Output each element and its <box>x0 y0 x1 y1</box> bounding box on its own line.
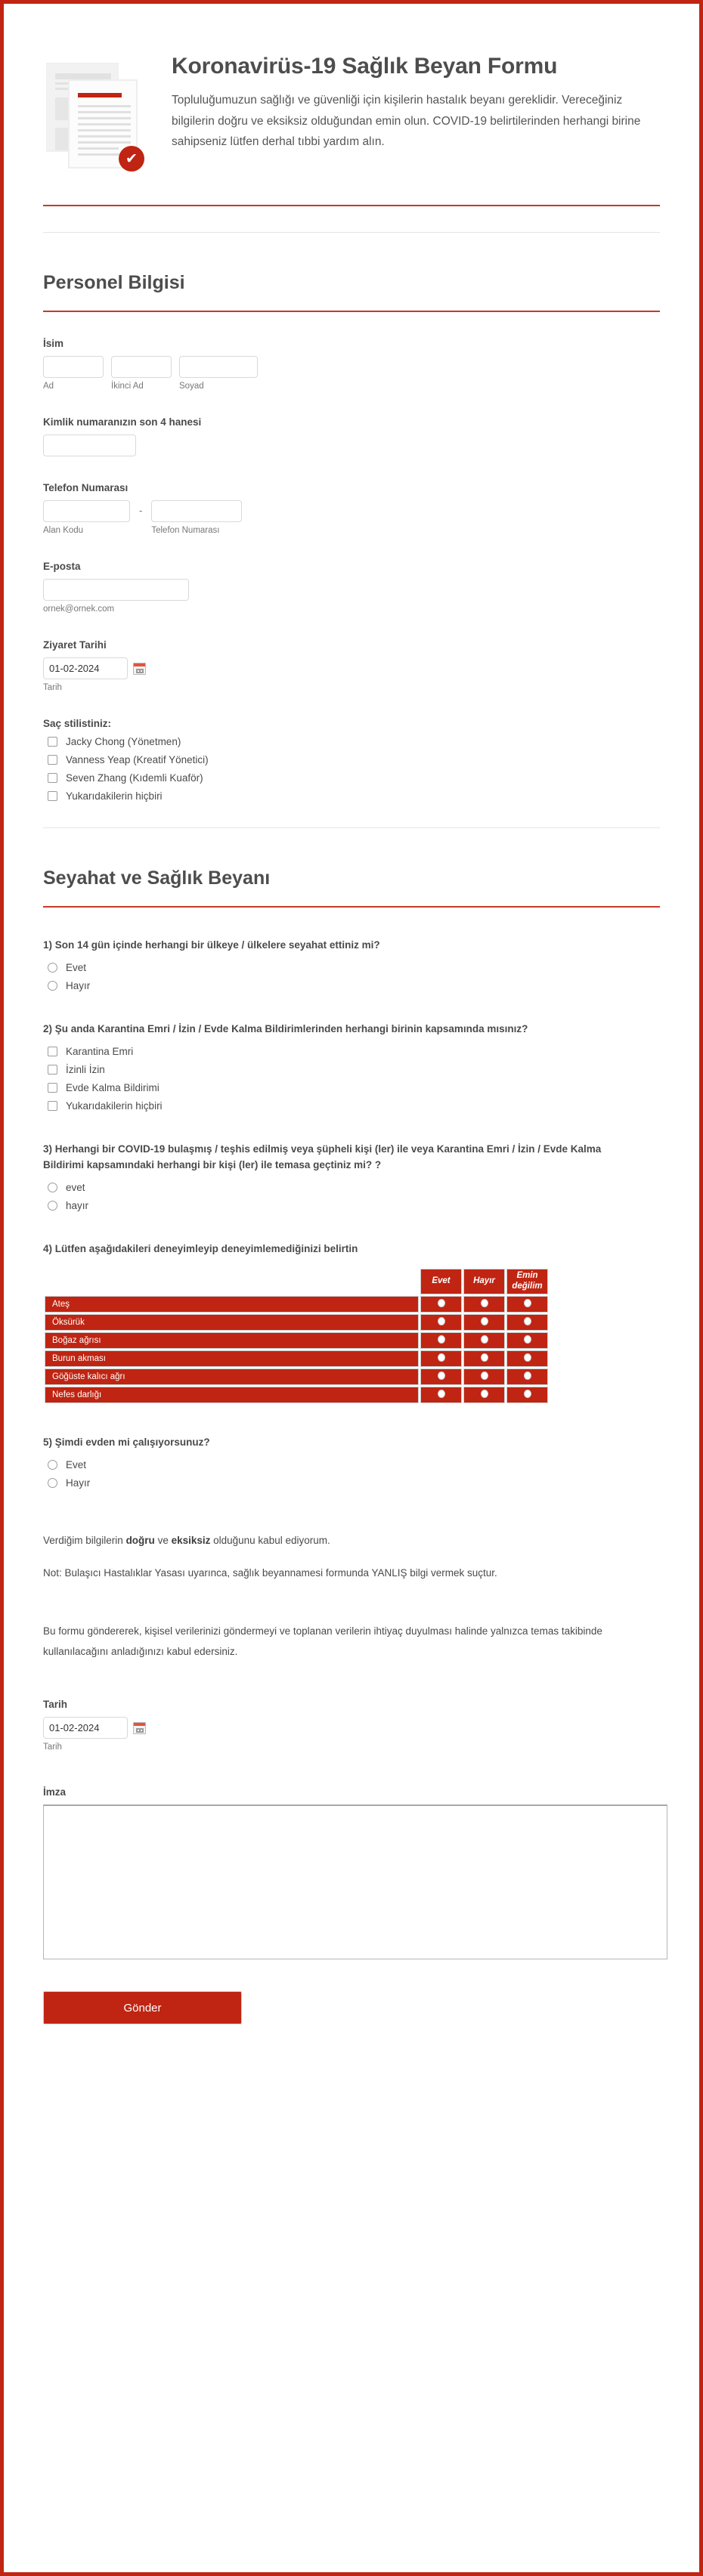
q5-option-0[interactable] <box>48 1459 660 1470</box>
question-3-text: 3) Herhangi bir COVID-19 bulaşmış / teşhis edilmiş veya şüpheli kişi (ler) ile veya Karantina Emri / İzin / Evde Kalma Bildirimi kapsamındaki herhangi bir kişi (ler) ile temasa geçtiniz mi? ? <box>43 1143 602 1170</box>
page-title: Koronavirüs-19 Sağlık Beyan Formu <box>172 54 558 79</box>
matrix-cell-5-1[interactable] <box>463 1387 505 1403</box>
first-name-input[interactable] <box>43 356 104 378</box>
q2-option-3[interactable] <box>48 1100 660 1112</box>
signature-pad[interactable] <box>43 1804 667 1959</box>
table-row <box>45 1314 548 1331</box>
q2-option-2[interactable] <box>48 1082 660 1093</box>
matrix-row-label-1: Öksürük <box>45 1314 419 1331</box>
matrix-row-label-2: Boğaz ağrısı <box>45 1332 419 1349</box>
declaration-accuracy <box>43 1531 640 1551</box>
calendar-icon[interactable] <box>133 663 146 675</box>
stylist-option-label: Vanness Yeap (Kreatif Yönetici) <box>66 754 209 765</box>
q1-option-0[interactable] <box>48 962 660 973</box>
symptom-matrix-table <box>43 1267 550 1405</box>
q2-option-label: Evde Kalma Bildirimi <box>66 1081 159 1093</box>
checkbox-icon[interactable] <box>48 1101 57 1111</box>
declaration-note: Not: Bulaşıcı Hastalıklar Yasası uyarınca, sağlık beyannamesi formunda YANLIŞ bilgi vermek suçtur. <box>43 1567 497 1579</box>
matrix-cell-5-0[interactable] <box>420 1387 462 1403</box>
matrix-cell-3-2[interactable] <box>506 1350 548 1367</box>
field-email <box>43 561 660 614</box>
health-divider <box>43 906 660 908</box>
first-name-sublabel: Ad <box>43 382 54 391</box>
visit-date-label: Ziyaret Tarihi <box>43 639 107 651</box>
id-last4-input[interactable] <box>43 434 136 456</box>
email-sublabel: ornek@ornek.com <box>43 605 115 614</box>
radio-icon[interactable] <box>48 1478 57 1488</box>
table-row <box>45 1296 548 1313</box>
checkbox-icon[interactable] <box>48 737 57 747</box>
matrix-corner-cell <box>45 1269 419 1294</box>
personnel-divider <box>43 311 660 312</box>
stylist-option-2[interactable] <box>48 772 660 784</box>
q3-option-0[interactable] <box>48 1182 660 1193</box>
matrix-cell-2-1[interactable] <box>463 1332 505 1349</box>
matrix-cell-4-0[interactable] <box>420 1368 462 1385</box>
middle-name-input[interactable] <box>111 356 172 378</box>
question-5 <box>43 1435 660 1489</box>
field-id-last4 <box>43 416 660 456</box>
decl-bold-eksiksiz: eksiksiz <box>171 1534 211 1546</box>
q2-option-label: Yukarıdakilerin hiçbiri <box>66 1099 163 1112</box>
q2-option-1[interactable] <box>48 1064 660 1075</box>
checkbox-icon[interactable] <box>48 791 57 801</box>
field-signature <box>43 1786 660 1959</box>
radio-icon[interactable] <box>524 1317 531 1325</box>
question-4-text: 4) Lütfen aşağıdakileri deneyimleyip deneyimlemediğinizi belirtin <box>43 1242 358 1254</box>
checkbox-icon[interactable] <box>48 1047 57 1056</box>
phone-area-code-input[interactable] <box>43 500 130 522</box>
checkbox-icon[interactable] <box>48 773 57 783</box>
q5-option-label: Hayır <box>66 1477 91 1489</box>
radio-icon[interactable] <box>481 1353 488 1362</box>
radio-icon[interactable] <box>48 1201 57 1211</box>
matrix-row-label-4: Göğüste kalıcı ağrı <box>45 1368 419 1385</box>
radio-icon[interactable] <box>481 1317 488 1325</box>
q3-option-label: evet <box>66 1181 85 1193</box>
radio-icon[interactable] <box>48 981 57 991</box>
matrix-cell-2-0[interactable] <box>420 1332 462 1349</box>
email-input[interactable] <box>43 579 189 601</box>
table-row <box>45 1368 548 1385</box>
q1-option-1[interactable] <box>48 980 660 991</box>
matrix-row-label-3: Burun akması <box>45 1350 419 1367</box>
checkbox-icon[interactable] <box>48 1083 57 1093</box>
radio-icon[interactable] <box>438 1335 445 1344</box>
last-name-input[interactable] <box>179 356 258 378</box>
question-2 <box>43 1022 660 1112</box>
q5-option-1[interactable] <box>48 1477 660 1489</box>
radio-icon[interactable] <box>438 1353 445 1362</box>
consent-text: Bu formu göndererek, kişisel verilerinizi göndermeyi ve toplanan verilerin ihtiyaç duyulması halinde yalnızca temas takibinde kullanılacağını anladığınızı kabul edersiniz. <box>43 1625 602 1658</box>
matrix-cell-4-2[interactable] <box>506 1368 548 1385</box>
stylist-label: Saç stilistiniz: <box>43 718 112 729</box>
radio-icon[interactable] <box>48 963 57 973</box>
field-visit-date <box>43 639 660 692</box>
document-check-icon <box>43 61 143 175</box>
q1-option-label: Hayır <box>66 979 91 991</box>
radio-icon[interactable] <box>481 1335 488 1344</box>
field-stylist <box>43 718 660 802</box>
table-row <box>45 1350 548 1367</box>
stylist-option-label: Jacky Chong (Yönetmen) <box>66 736 181 747</box>
stylist-option-3[interactable] <box>48 790 660 802</box>
phone-label: Telefon Numarası <box>43 482 129 493</box>
phone-separator: - <box>139 505 143 516</box>
matrix-cell-3-0[interactable] <box>420 1350 462 1367</box>
footer-date-label: Tarih <box>43 1699 68 1711</box>
name-label: İsim <box>43 338 64 349</box>
matrix-cell-1-1[interactable] <box>463 1314 505 1331</box>
matrix-cell-4-1[interactable] <box>463 1368 505 1385</box>
footer-date-sublabel: Tarih <box>43 1743 62 1752</box>
question-1-text: 1) Son 14 gün içinde herhangi bir ülkeye / ülkelere seyahat ettiniz mi? <box>43 939 380 951</box>
radio-icon[interactable] <box>481 1299 488 1307</box>
radio-icon[interactable] <box>481 1390 488 1398</box>
q2-option-label: Karantina Emri <box>66 1045 134 1057</box>
matrix-cell-2-2[interactable] <box>506 1332 548 1349</box>
stylist-option-0[interactable] <box>48 736 660 747</box>
field-phone <box>43 482 660 535</box>
matrix-row-label-0: Ateş <box>45 1296 419 1313</box>
question-2-text: 2) Şu anda Karantina Emri / İzin / Evde Kalma Bildirimlerinden herhangi birinin kapsamında mısınız? <box>43 1022 528 1034</box>
field-name <box>43 338 660 391</box>
radio-icon[interactable] <box>524 1353 531 1362</box>
matrix-row-label-5: Nefes darlığı <box>45 1387 419 1403</box>
matrix-cell-0-2[interactable] <box>506 1296 548 1313</box>
radio-icon[interactable] <box>438 1317 445 1325</box>
check-icon: ✔ <box>119 146 144 172</box>
middle-name-sublabel: İkinci Ad <box>111 382 144 391</box>
radio-icon[interactable] <box>524 1335 531 1344</box>
matrix-col-header-1: Hayır <box>463 1269 505 1294</box>
question-3 <box>43 1142 660 1211</box>
visit-date-input[interactable] <box>43 657 128 679</box>
matrix-cell-5-2[interactable] <box>506 1387 548 1403</box>
stylist-option-1[interactable] <box>48 754 660 765</box>
decl-pre: Verdiğim bilgilerin <box>43 1534 126 1546</box>
q2-option-label: İzinli İzin <box>66 1063 105 1075</box>
calendar-icon[interactable] <box>133 1722 146 1734</box>
decl-post: olduğunu kabul ediyorum. <box>210 1534 330 1546</box>
matrix-cell-0-0[interactable] <box>420 1296 462 1313</box>
q5-option-label: Evet <box>66 1458 87 1470</box>
radio-icon[interactable] <box>438 1390 445 1398</box>
checkbox-icon[interactable] <box>48 1065 57 1075</box>
signature-label: İmza <box>43 1786 67 1798</box>
radio-icon[interactable] <box>524 1371 531 1380</box>
submit-button[interactable]: Gönder <box>43 1991 242 2024</box>
matrix-col-header-2: Emin değilim <box>506 1269 548 1294</box>
last-name-sublabel: Soyad <box>179 382 204 391</box>
matrix-col-header-0: Evet <box>420 1269 462 1294</box>
footer-date-input[interactable] <box>43 1717 128 1739</box>
question-5-text: 5) Şimdi evden mi çalışıyorsunuz? <box>43 1436 210 1448</box>
stylist-option-label: Yukarıdakilerin hiçbiri <box>66 790 163 802</box>
email-label: E-posta <box>43 561 81 572</box>
q3-option-1[interactable] <box>48 1200 660 1211</box>
form-header <box>43 4 660 197</box>
table-row <box>45 1387 548 1403</box>
radio-icon[interactable] <box>524 1390 531 1398</box>
section-title-personnel: Personel Bilgisi <box>43 272 185 293</box>
decl-mid: ve <box>154 1534 172 1546</box>
section-title-health: Seyahat ve Sağlık Beyanı <box>43 867 271 889</box>
personnel-section-divider <box>43 827 660 828</box>
matrix-cell-0-1[interactable] <box>463 1296 505 1313</box>
matrix-header-row <box>45 1269 548 1294</box>
phone-area-sublabel: Alan Kodu <box>43 526 84 535</box>
field-footer-date <box>43 1699 660 1752</box>
question-4 <box>43 1242 660 1405</box>
form-description: Topluluğumuzun sağlığı ve güvenliği için kişilerin hastalık beyanı gereklidir. Vereceğiniz bilgilerin doğru ve eksiksiz olduğundan emin olun. COVID-19 belirtilerinden herhangi birine sahipseniz lütfen derhal tıbbi yardım alın. <box>172 94 641 149</box>
matrix-cell-3-1[interactable] <box>463 1350 505 1367</box>
phone-number-input[interactable] <box>151 500 242 522</box>
header-divider-red <box>43 205 660 206</box>
checkbox-icon[interactable] <box>48 755 57 765</box>
radio-icon[interactable] <box>438 1299 445 1307</box>
radio-icon[interactable] <box>438 1371 445 1380</box>
q1-option-label: Evet <box>66 961 87 973</box>
radio-icon[interactable] <box>48 1460 57 1470</box>
header-divider-grey <box>43 232 660 233</box>
visit-date-sublabel: Tarih <box>43 683 62 692</box>
consent-block <box>43 1621 660 1662</box>
q3-option-label: hayır <box>66 1199 89 1211</box>
stylist-option-label: Seven Zhang (Kıdemli Kuaför) <box>66 772 203 784</box>
phone-number-sublabel: Telefon Numarası <box>151 526 220 535</box>
decl-bold-dogru: doğru <box>125 1534 155 1546</box>
matrix-cell-1-0[interactable] <box>420 1314 462 1331</box>
radio-icon[interactable] <box>524 1299 531 1307</box>
matrix-cell-1-2[interactable] <box>506 1314 548 1331</box>
id-last4-label: Kimlik numaranızın son 4 hanesi <box>43 416 202 428</box>
table-row <box>45 1332 548 1349</box>
submit-row <box>43 1991 660 2024</box>
radio-icon[interactable] <box>48 1183 57 1192</box>
question-1 <box>43 938 660 991</box>
radio-icon[interactable] <box>481 1371 488 1380</box>
declaration-block <box>43 1531 660 1583</box>
q2-option-0[interactable] <box>48 1046 660 1057</box>
